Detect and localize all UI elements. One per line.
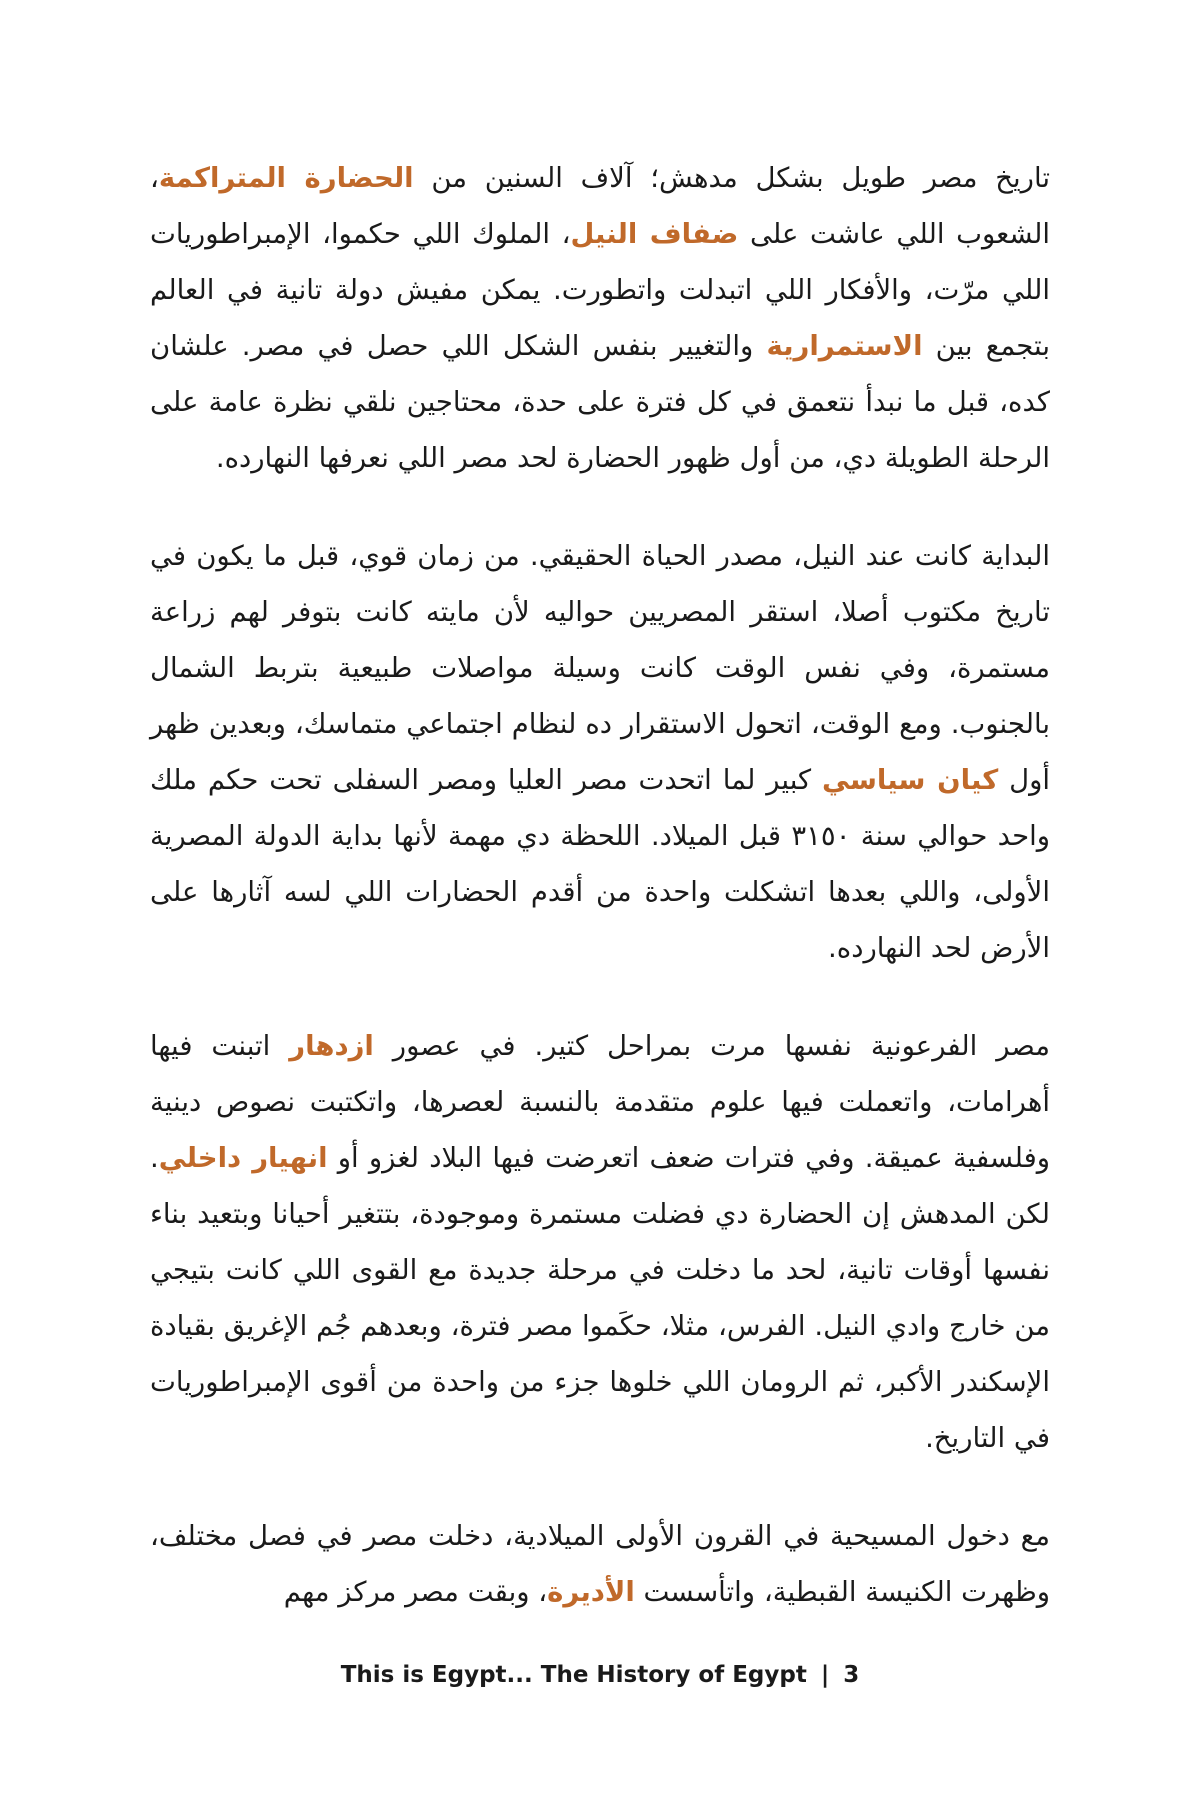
footer-separator: | [820,1662,830,1688]
highlighted-term: ازدهار [289,1030,374,1062]
text-run: ، الشعوب اللي عاشت على [150,162,1050,250]
text-run: مصر الفرعونية نفسها مرت بمراحل كتير. في عصور [373,1030,1050,1062]
paragraph-nile-beginnings [150,528,1050,976]
paragraph-intro [150,150,1050,486]
text-run: والتغيير بنفس الشكل اللي حصل في مصر. علشان كده، قبل ما نبدأ نتعمق في كل فترة على حدة، محتاجين نلقي نظرة عامة على الرحلة الطويلة دي، من أول ظهور الحضارة لحد مصر اللي نعرفها النهارده. [150,330,1050,474]
page-footer [0,1662,1200,1688]
highlighted-term: الحضارة المتراكمة [158,162,414,194]
highlighted-term: الأديرة [547,1576,635,1608]
page-number: 3 [843,1662,860,1688]
text-run: البداية كانت عند النيل، مصدر الحياة الحقيقي. من زمان قوي، قبل ما يكون في تاريخ مكتوب أصلا، استقر المصريين حواليه لأن مايته كانت بتوفر لهم زراعة مستمرة، وفي نفس الوقت كانت وسيلة مواصلات طبيعية بتربط الشمال بالجنوب. ومع الوقت، اتحول الاستقرار ده لنظام اجتماعي متماسك، وبعدين ظهر أول [150,540,1050,796]
footer-title: This is Egypt... The History of Egypt [340,1662,807,1688]
paragraph-christianity [150,1508,1050,1620]
text-run: تاريخ مصر طويل بشكل مدهش؛ آلاف السنين من [413,162,1050,194]
text-run: مع دخول المسيحية في القرون الأولى الميلادية، دخلت مصر في فصل مختلف، وظهرت الكنيسة القبطية، واتأسست [150,1520,1050,1608]
body-text [150,150,1050,1662]
text-run: . لكن المدهش إن الحضارة دي فضلت مستمرة وموجودة، بتتغير أحيانا وبتعيد بناء نفسها أوقات تانية، لحد ما دخلت في مرحلة جديدة مع القوى اللي كانت بتيجي من خارج وادي النيل. الفرس، مثلا، حكَموا مصر فترة، وبعدهم جُم الإغريق بقيادة الإسكندر الأكبر، ثم الرومان اللي خلوها جزء من واحدة من أقوى الإمبراطوريات في التاريخ. [150,1142,1050,1454]
highlighted-term: الاستمرارية [766,330,923,362]
text-run: اتبنت فيها أهرامات، واتعملت فيها علوم متقدمة بالنسبة لعصرها، واتكتبت نصوص دينية وفلسفية عميقة. وفي فترات ضعف اتعرضت فيها البلاد لغزو أو [150,1030,1050,1174]
highlighted-term: انهيار داخلي [158,1142,328,1174]
text-run: ، الملوك اللي حكموا، الإمبراطوريات اللي مرّت، والأفكار اللي اتبدلت واتطورت. يمكن مفيش دولة تانية في العالم بتجمع بين [150,218,1050,362]
paragraph-pharaonic-eras [150,1018,1050,1466]
highlighted-term: ضفاف النيل [570,218,739,250]
highlighted-term: كيان سياسي [822,764,999,796]
text-run: كبير لما اتحدت مصر العليا ومصر السفلى تحت حكم ملك واحد حوالي سنة ٣١٥٠ قبل الميلاد. اللحظة دي مهمة لأنها بداية الدولة المصرية الأولى، واللي بعدها اتشكلت واحدة من أقدم الحضارات اللي لسه آثارها على الأرض لحد النهارده. [150,764,1051,964]
text-run: ، وبقت مصر مركز مهم [283,1576,548,1608]
